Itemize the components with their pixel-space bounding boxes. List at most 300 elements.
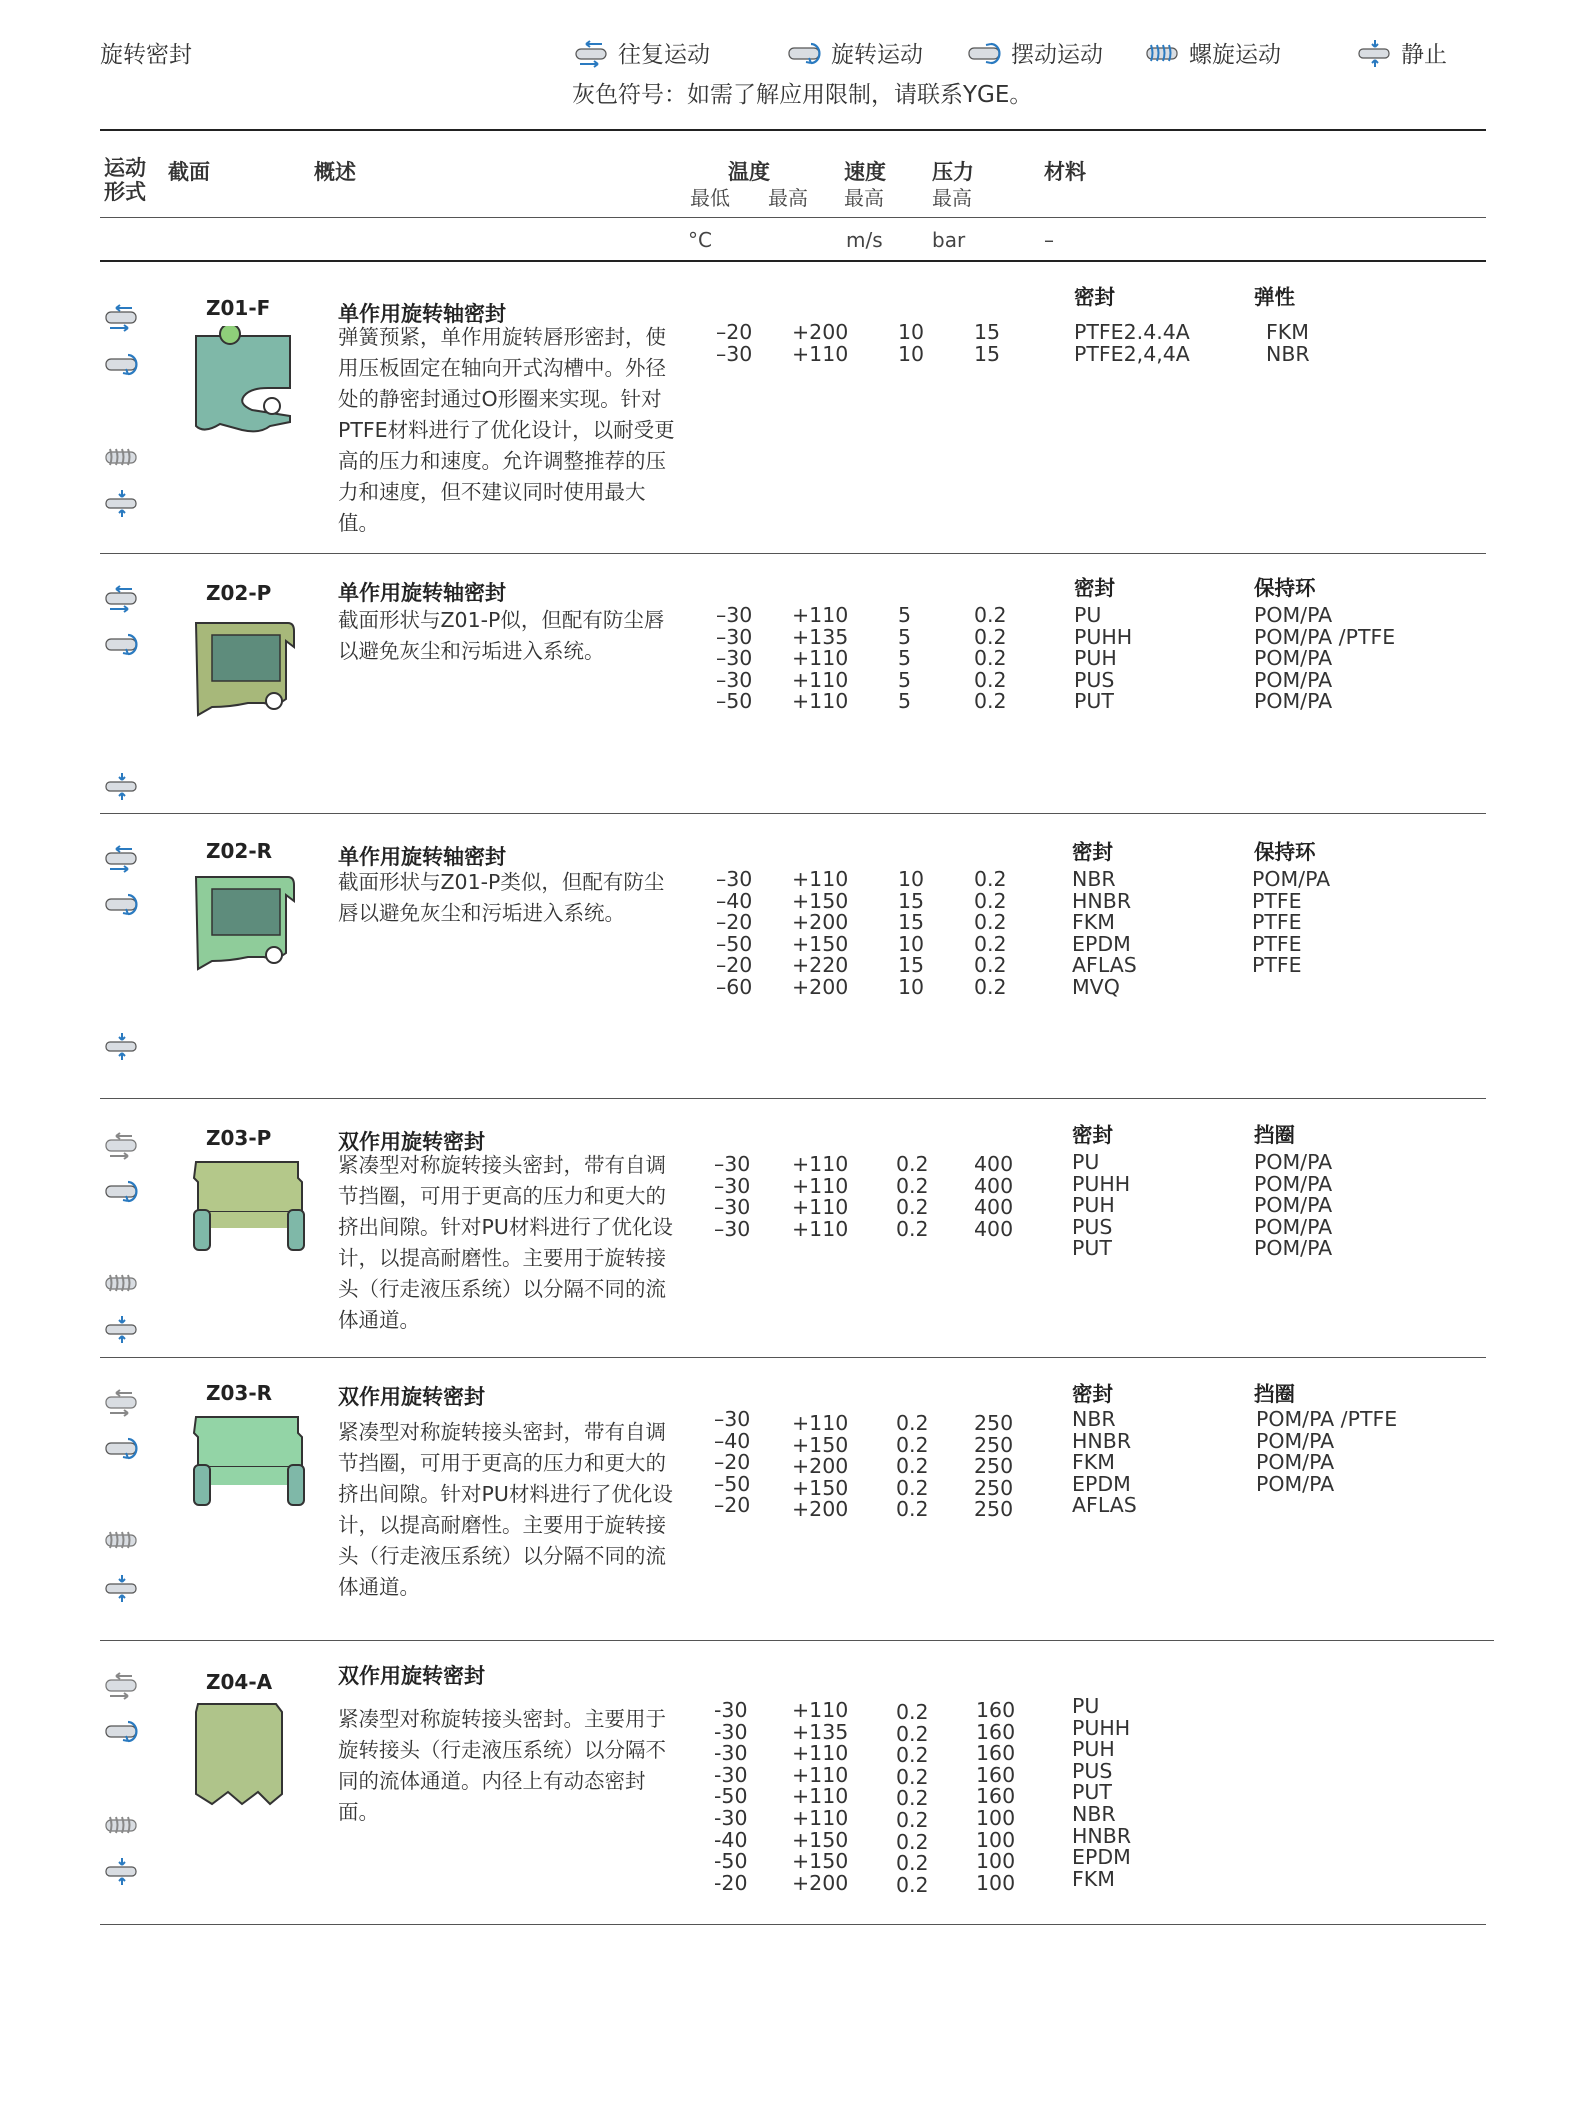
rotary-motion-icon: [102, 1176, 142, 1206]
cell: FKM: [1072, 910, 1115, 935]
cell: +110: [792, 1762, 849, 1787]
cell: –50: [714, 1471, 751, 1496]
pressure-list: [976, 1700, 1015, 1894]
cell: 0.2: [896, 1743, 929, 1768]
cell: 0.2: [974, 953, 1007, 978]
cell: 0.2: [974, 974, 1007, 999]
static-icon: [102, 1314, 142, 1344]
seal-profile-z03-r: [190, 1413, 310, 1513]
cell: 0.2: [896, 1411, 929, 1435]
cell: PUT: [1072, 1780, 1112, 1805]
cell: 100: [976, 1827, 1016, 1852]
helical-motion-icon: [102, 442, 142, 472]
cell: –30: [716, 646, 753, 671]
speed-list: [896, 1413, 929, 1521]
cell: 0.2: [896, 1764, 929, 1789]
divider: [100, 1640, 1494, 1641]
seal-title: 单作用旋转轴密封: [338, 302, 506, 326]
cell: POM/PA /PTFE: [1254, 624, 1396, 649]
unit-speed: m/s: [846, 228, 883, 252]
speed-list: [898, 322, 924, 365]
seal-profile-z04-a: [190, 1698, 290, 1810]
cell: –20: [716, 910, 753, 935]
cell: –30: [716, 341, 753, 366]
cell: HNBR: [1072, 888, 1132, 913]
seal-material-header: 密封: [1072, 1123, 1113, 1147]
cell: 0.2: [974, 867, 1007, 891]
cell: –30: [716, 867, 753, 891]
cell: PUH: [1072, 1193, 1115, 1218]
cell: PUHH: [1074, 624, 1133, 649]
cell: -50: [714, 1849, 748, 1874]
seal-title: 单作用旋转轴密封: [338, 581, 506, 605]
cell: PTFE: [1252, 953, 1302, 978]
cell: –30: [716, 603, 753, 627]
static-icon: [102, 1856, 142, 1886]
cell: PUH: [1074, 646, 1117, 671]
divider: [100, 217, 1486, 218]
cell: POM/PA: [1254, 1193, 1333, 1218]
cell: –20: [714, 1493, 751, 1518]
seal-description: 紧凑型对称旋转接头密封，带有自调节挡圈，可用于更高的压力和更大的挤出间隙。针对PU材料进行了优化设计，以提高耐磨性。主要用于旋转接头（行走液压系统）以分隔不同的流体通道。: [338, 1420, 673, 1599]
cell: 250: [974, 1475, 1014, 1500]
cell: –30: [714, 1407, 751, 1431]
aux-material-list: [1254, 1152, 1332, 1260]
col-pressure-max: 最高: [932, 186, 972, 210]
cell: 0.2: [896, 1475, 929, 1500]
cell: POM/PA: [1254, 646, 1333, 671]
col-speed-max: 最高: [844, 186, 884, 210]
seal-material-header: 密封: [1072, 1382, 1113, 1406]
cell: –30: [716, 624, 753, 649]
cell: 400: [974, 1152, 1014, 1176]
cell: POM/PA: [1254, 603, 1333, 627]
reciprocating-motion-icon: [102, 843, 142, 873]
cell: PU: [1072, 1150, 1100, 1174]
cell: 0.2: [896, 1829, 929, 1854]
cell: 160: [976, 1784, 1016, 1809]
cell: -30: [714, 1719, 748, 1744]
cell: EPDM: [1072, 1845, 1131, 1870]
cell: –60: [716, 974, 753, 999]
static-icon: [102, 1573, 142, 1603]
cell: AFLAS: [1072, 953, 1137, 978]
legend-label: 旋转运动: [831, 42, 923, 68]
cell: POM/PA: [1254, 1214, 1333, 1239]
cell: PTFE2.4.4A: [1074, 320, 1190, 344]
cell: POM/PA: [1254, 1236, 1333, 1261]
cell: NBR: [1072, 867, 1116, 891]
aux-material-header: 保持环: [1254, 840, 1316, 864]
cell: +200: [792, 1497, 849, 1522]
cell: +110: [792, 603, 849, 627]
cell: POM/PA: [1254, 689, 1333, 714]
col-material: 材料: [1044, 160, 1086, 184]
cell: 0.2: [896, 1216, 929, 1241]
divider: [100, 1098, 1486, 1099]
cell: 15: [898, 910, 925, 935]
cell: POM/PA: [1254, 1171, 1333, 1196]
cell: PU: [1072, 1694, 1100, 1718]
temp-max-list: [792, 605, 848, 713]
seal-code: Z02-R: [206, 839, 273, 863]
cell: +150: [792, 1827, 849, 1852]
cell: 100: [976, 1849, 1016, 1874]
seal-profile-z02-p: [190, 619, 302, 723]
cell: –40: [714, 1428, 751, 1453]
cell: +150: [792, 1849, 849, 1874]
seal-title: 双作用旋转密封: [338, 1385, 485, 1409]
cell: –20: [716, 320, 753, 344]
seal-material-list: [1074, 322, 1190, 365]
static-icon: [1355, 38, 1395, 68]
cell: +110: [792, 1411, 849, 1435]
cell: 0.2: [896, 1700, 929, 1724]
cell: PUT: [1074, 689, 1114, 714]
static-icon: [102, 771, 142, 801]
col-motion: 运动 形式: [104, 156, 146, 204]
cell: +200: [792, 910, 849, 935]
cell: 10: [898, 341, 925, 366]
cell: POM/PA: [1254, 667, 1333, 692]
cell: 0.2: [974, 931, 1007, 956]
reciprocating-motion-icon: [102, 302, 142, 332]
cell: HNBR: [1072, 1428, 1132, 1453]
seal-profile-z03-p: [190, 1158, 310, 1258]
helical-motion-icon: [1143, 38, 1183, 68]
cell: MVQ: [1072, 974, 1120, 999]
cell: +110: [792, 1152, 849, 1176]
divider: [100, 129, 1486, 131]
cell: +200: [792, 1870, 849, 1895]
seal-code: Z03-P: [206, 1126, 272, 1150]
col-temp-min: 最低: [690, 186, 730, 210]
cell: 15: [898, 888, 925, 913]
cell: –30: [714, 1173, 751, 1198]
unit-material: –: [1044, 228, 1054, 252]
cell: +150: [792, 1432, 849, 1457]
cell: -50: [714, 1784, 748, 1809]
cell: 0.2: [896, 1872, 929, 1897]
cell: -30: [714, 1805, 748, 1830]
cell: 0.2: [974, 667, 1007, 692]
cell: POM/PA: [1252, 867, 1331, 891]
cell: PTFE2,4,4A: [1074, 341, 1190, 366]
speed-list: [896, 1154, 929, 1240]
seal-profile-z02-r: [190, 873, 302, 977]
cell: PU: [1074, 603, 1102, 627]
page-title: 旋转密封: [100, 42, 192, 68]
cell: POM/PA /PTFE: [1256, 1407, 1398, 1431]
cell: 0.2: [974, 603, 1007, 627]
seal-material-list: [1074, 605, 1132, 713]
cell: –30: [714, 1152, 751, 1176]
cell: PTFE: [1252, 931, 1302, 956]
cell: 0.2: [974, 888, 1007, 913]
reciprocating-motion-icon: [102, 583, 142, 613]
reciprocating-motion-icon: [102, 1130, 142, 1160]
cell: 0.2: [896, 1152, 929, 1176]
rotary-motion-icon: [102, 629, 142, 659]
cell: 0.2: [896, 1786, 929, 1811]
seal-profile-z01-f: [190, 326, 302, 436]
cell: EPDM: [1072, 931, 1131, 956]
rotary-motion-icon: [785, 38, 825, 68]
cell: PUS: [1072, 1214, 1113, 1239]
seal-code: Z03-R: [206, 1381, 273, 1405]
legend-helical: [1143, 36, 1281, 69]
cell: 10: [898, 320, 925, 344]
aux-material-header: 弹性: [1254, 285, 1295, 309]
seal-description: 紧凑型对称旋转接头密封。主要用于旋转接头（行走液压系统）以分隔不同的流体通道。内径上有动态密封面。: [338, 1707, 666, 1824]
cell: -30: [714, 1741, 748, 1766]
cell: PUS: [1074, 667, 1115, 692]
oscillating-motion-icon: [965, 38, 1005, 68]
static-icon: [102, 488, 142, 518]
aux-material-list: [1256, 1409, 1397, 1495]
pressure-list: [974, 869, 1007, 999]
cell: 160: [976, 1762, 1016, 1787]
cell: +135: [792, 1719, 849, 1744]
cell: 5: [898, 689, 912, 714]
cell: +110: [792, 1741, 849, 1766]
divider: [100, 813, 1486, 814]
cell: 250: [974, 1432, 1014, 1457]
cell: 0.2: [896, 1173, 929, 1198]
cell: +110: [792, 1216, 849, 1241]
cell: 100: [976, 1805, 1016, 1830]
legend-oscillating: [965, 36, 1103, 69]
rotary-motion-icon: [102, 349, 142, 379]
cell: HNBR: [1072, 1823, 1132, 1848]
cell: 250: [974, 1411, 1014, 1435]
divider: [100, 260, 1486, 262]
seal-material-list: [1072, 1152, 1130, 1260]
seal-description: 弹簧预紧，单作用旋转唇形密封，使用压板固定在轴向开式沟槽中。外径处的静密封通过O形圈来实现。针对PTFE材料进行了优化设计，以耐受更高的压力和速度。允许调整推荐的压力和速度，但不建议同时使用最大值。: [338, 325, 675, 535]
cell: PUH: [1072, 1737, 1115, 1762]
cell: –40: [716, 888, 753, 913]
cell: 5: [898, 646, 912, 671]
cell: PUHH: [1072, 1171, 1131, 1196]
temp-min-list: [716, 869, 752, 999]
cell: 15: [974, 320, 1001, 344]
cell: NBR: [1072, 1407, 1116, 1431]
helical-motion-icon: [102, 1525, 142, 1555]
cell: +150: [792, 931, 849, 956]
cell: 0.2: [896, 1807, 929, 1832]
legend-reciprocating: [572, 36, 710, 69]
seal-description: 截面形状与Z01-P似，但配有防尘唇以避免灰尘和污垢进入系统。: [338, 608, 665, 663]
pressure-list: [974, 1154, 1013, 1240]
cell: POM/PA: [1256, 1450, 1335, 1475]
seal-material-header: 密封: [1074, 576, 1115, 600]
cell: PUS: [1072, 1758, 1113, 1783]
cell: +110: [792, 646, 849, 671]
cell: -30: [714, 1762, 748, 1787]
cell: –50: [716, 931, 753, 956]
unit-temp: °C: [688, 228, 712, 252]
cell: FKM: [1072, 1866, 1115, 1891]
cell: 160: [976, 1719, 1016, 1744]
aux-material-list: [1254, 605, 1395, 713]
cell: 400: [974, 1195, 1014, 1220]
cell: 400: [974, 1216, 1014, 1241]
cell: +150: [792, 1475, 849, 1500]
cell: 0.2: [974, 624, 1007, 649]
cell: PTFE: [1252, 888, 1302, 913]
cell: +200: [792, 1454, 849, 1479]
cell: PUHH: [1072, 1715, 1131, 1740]
temp-max-list: [792, 1154, 848, 1240]
cell: +110: [792, 1805, 849, 1830]
seal-title: 双作用旋转密封: [338, 1130, 485, 1154]
cell: +110: [792, 341, 849, 366]
cell: PTFE: [1252, 910, 1302, 935]
col-pressure: 压力: [932, 160, 974, 184]
temp-max-list: [792, 322, 848, 365]
pressure-list: [974, 322, 1000, 365]
cell: –30: [714, 1195, 751, 1220]
cell: 5: [898, 667, 912, 692]
cell: PUT: [1072, 1236, 1112, 1261]
cell: 0.2: [896, 1497, 929, 1522]
temp-max-list: [792, 869, 848, 999]
cell: +110: [792, 1698, 849, 1722]
cell: +110: [792, 1173, 849, 1198]
speed-list: [898, 605, 911, 713]
rotary-motion-icon: [102, 1433, 142, 1463]
cell: –20: [716, 953, 753, 978]
seal-description: 截面形状与Z01-P类似，但配有防尘唇以避免灰尘和污垢进入系统。: [338, 870, 665, 925]
cell: 15: [974, 341, 1001, 366]
temp-min-list: [714, 1700, 747, 1894]
cell: 160: [976, 1698, 1016, 1722]
col-temp-max: 最高: [768, 186, 808, 210]
cell: 5: [898, 624, 912, 649]
col-temperature: 温度: [728, 160, 770, 184]
cell: FKM: [1266, 320, 1309, 344]
legend-label: 螺旋运动: [1189, 42, 1281, 68]
aux-material-header: 挡圈: [1254, 1382, 1295, 1406]
cell: 250: [974, 1497, 1014, 1522]
cell: +110: [792, 867, 849, 891]
cell: -30: [714, 1698, 748, 1722]
legend-label: 往复运动: [618, 42, 710, 68]
cell: POM/PA: [1254, 1150, 1333, 1174]
seal-material-header: 密封: [1074, 285, 1115, 309]
cell: –50: [716, 689, 753, 714]
seal-material-list: [1072, 1409, 1137, 1517]
cell: +110: [792, 667, 849, 692]
cell: FKM: [1072, 1450, 1115, 1475]
temp-min-list: [716, 322, 752, 365]
static-icon: [102, 1031, 142, 1061]
legend-label: 静止: [1401, 42, 1447, 68]
divider: [100, 1924, 1486, 1925]
cell: EPDM: [1072, 1471, 1131, 1496]
cell: 15: [898, 953, 925, 978]
speed-list: [898, 869, 924, 999]
cell: –30: [716, 667, 753, 692]
col-description: 概述: [314, 160, 356, 184]
divider: [100, 1357, 1486, 1358]
divider: [100, 553, 1486, 554]
pressure-list: [974, 605, 1007, 713]
speed-list: [896, 1702, 929, 1896]
pressure-list: [974, 1413, 1013, 1521]
seal-code: Z04-A: [206, 1670, 273, 1694]
cell: 0.2: [974, 910, 1007, 935]
cell: 10: [898, 931, 925, 956]
col-speed: 速度: [844, 160, 886, 184]
temp-min-list: [716, 605, 752, 713]
legend-static: [1355, 36, 1447, 69]
cell: +110: [792, 1195, 849, 1220]
cell: AFLAS: [1072, 1493, 1137, 1518]
cell: -40: [714, 1827, 748, 1852]
cell: 0.2: [896, 1432, 929, 1457]
legend-label: 摆动运动: [1011, 42, 1103, 68]
cell: +110: [792, 689, 849, 714]
reciprocating-motion-icon: [572, 38, 612, 68]
reciprocating-motion-icon: [102, 1387, 142, 1417]
seal-material-list: [1072, 869, 1137, 999]
seal-title: 双作用旋转密封: [338, 1664, 485, 1688]
cell: +110: [792, 1784, 849, 1809]
seal-title: 单作用旋转轴密封: [338, 845, 506, 869]
cell: +150: [792, 888, 849, 913]
seal-material-header: 密封: [1072, 840, 1113, 864]
cell: POM/PA: [1256, 1428, 1335, 1453]
cell: 0.2: [974, 646, 1007, 671]
seal-description: 紧凑型对称旋转接头密封，带有自调节挡圈，可用于更高的压力和更大的挤出间隙。针对PU材料进行了优化设计，以提高耐磨性。主要用于旋转接头（行走液压系统）以分隔不同的流体通道。: [338, 1153, 673, 1332]
aux-material-list: [1252, 869, 1330, 977]
unit-pressure: bar: [932, 228, 966, 252]
cell: 0.2: [974, 689, 1007, 714]
temp-max-list: [792, 1413, 848, 1521]
reciprocating-motion-icon: [102, 1670, 142, 1700]
cell: –20: [714, 1450, 751, 1475]
cell: 160: [976, 1741, 1016, 1766]
cell: -20: [714, 1870, 748, 1895]
cell: POM/PA: [1256, 1471, 1335, 1496]
cell: 10: [898, 867, 925, 891]
cell: 400: [974, 1173, 1014, 1198]
contact-note: 灰色符号：如需了解应用限制，请联系YGE。: [572, 82, 1033, 108]
seal-code: Z02-P: [206, 581, 272, 605]
cell: 250: [974, 1454, 1014, 1479]
cell: 0.2: [896, 1195, 929, 1220]
cell: 0.2: [896, 1454, 929, 1479]
col-section: 截面: [168, 160, 210, 184]
cell: +135: [792, 624, 849, 649]
aux-material-header: 保持环: [1254, 576, 1316, 600]
cell: 0.2: [896, 1721, 929, 1746]
cell: 100: [976, 1870, 1016, 1895]
cell: 0.2: [896, 1851, 929, 1876]
cell: +200: [792, 320, 849, 344]
helical-motion-icon: [102, 1810, 142, 1840]
seal-code: Z01-F: [206, 296, 271, 320]
helical-motion-icon: [102, 1268, 142, 1298]
aux-material-list: [1266, 322, 1310, 365]
cell: 10: [898, 974, 925, 999]
rotary-motion-icon: [102, 1716, 142, 1746]
temp-min-list: [714, 1409, 750, 1517]
cell: –30: [714, 1216, 751, 1241]
cell: 5: [898, 603, 912, 627]
temp-max-list: [792, 1700, 848, 1894]
